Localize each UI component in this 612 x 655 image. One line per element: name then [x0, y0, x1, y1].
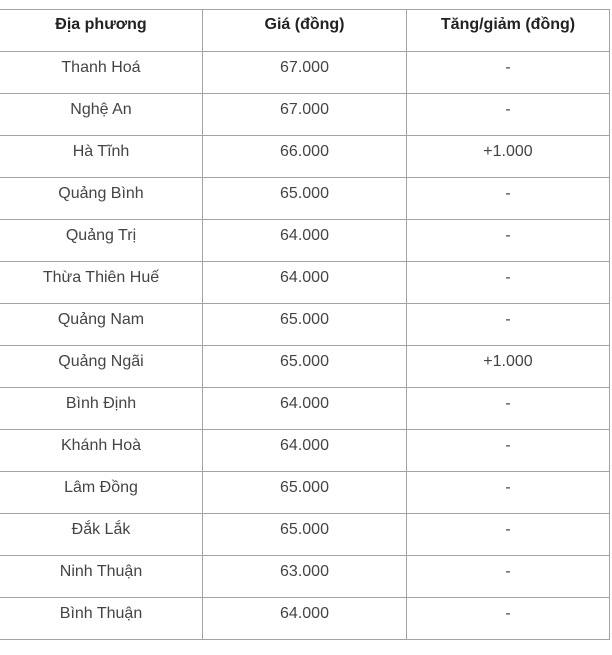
- cell-region: Bình Thuận: [0, 598, 203, 640]
- header-change: Tăng/giảm (đồng): [407, 10, 610, 52]
- cell-change: +1.000: [407, 136, 610, 178]
- cell-region: Thanh Hoá: [0, 52, 203, 94]
- cell-change: -: [407, 220, 610, 262]
- cell-region: Khánh Hoà: [0, 430, 203, 472]
- table-row: [0, 94, 610, 136]
- cell-price: 65.000: [203, 304, 407, 346]
- header-region: Địa phương: [0, 10, 203, 52]
- cell-change: -: [407, 430, 610, 472]
- table-row: [0, 52, 610, 94]
- cell-price: 65.000: [203, 178, 407, 220]
- table-header: [0, 10, 610, 52]
- table-row: [0, 430, 610, 472]
- cell-price: 65.000: [203, 346, 407, 388]
- table-row: [0, 178, 610, 220]
- cell-region: Bình Định: [0, 388, 203, 430]
- cell-price: 64.000: [203, 220, 407, 262]
- cell-change: -: [407, 52, 610, 94]
- table-row: [0, 556, 610, 598]
- cell-price: 67.000: [203, 52, 407, 94]
- cell-change: -: [407, 304, 610, 346]
- cell-change: +1.000: [407, 346, 610, 388]
- cell-price: 65.000: [203, 514, 407, 556]
- cell-change: -: [407, 598, 610, 640]
- table-row: [0, 514, 610, 556]
- table-row: [0, 304, 610, 346]
- cell-price: 64.000: [203, 262, 407, 304]
- table-row: [0, 388, 610, 430]
- cell-region: Đắk Lắk: [0, 514, 203, 556]
- cell-change: -: [407, 262, 610, 304]
- cell-region: Quảng Ngãi: [0, 346, 203, 388]
- table-row: [0, 136, 610, 178]
- cell-region: Quảng Nam: [0, 304, 203, 346]
- table-row: [0, 220, 610, 262]
- cell-region: Quảng Trị: [0, 220, 203, 262]
- table-row: [0, 472, 610, 514]
- cell-price: 65.000: [203, 472, 407, 514]
- cell-change: -: [407, 556, 610, 598]
- table-row: [0, 346, 610, 388]
- cell-region: Thừa Thiên Huế: [0, 262, 203, 304]
- cell-change: -: [407, 94, 610, 136]
- header-price: Giá (đồng): [203, 10, 407, 52]
- cell-change: -: [407, 178, 610, 220]
- cell-region: Quảng Bình: [0, 178, 203, 220]
- table-row: [0, 262, 610, 304]
- cell-region: Ninh Thuận: [0, 556, 203, 598]
- cell-region: Nghệ An: [0, 94, 203, 136]
- cell-change: -: [407, 472, 610, 514]
- header-row: [0, 10, 610, 52]
- cell-price: 63.000: [203, 556, 407, 598]
- cell-price: 64.000: [203, 388, 407, 430]
- table-row: [0, 598, 610, 640]
- cell-region: Lâm Đồng: [0, 472, 203, 514]
- cell-price: 64.000: [203, 598, 407, 640]
- cell-price: 64.000: [203, 430, 407, 472]
- cell-price: 67.000: [203, 94, 407, 136]
- table-body: [0, 52, 610, 640]
- cell-change: -: [407, 514, 610, 556]
- cell-price: 66.000: [203, 136, 407, 178]
- price-table: [0, 9, 610, 640]
- cell-region: Hà Tĩnh: [0, 136, 203, 178]
- cell-change: -: [407, 388, 610, 430]
